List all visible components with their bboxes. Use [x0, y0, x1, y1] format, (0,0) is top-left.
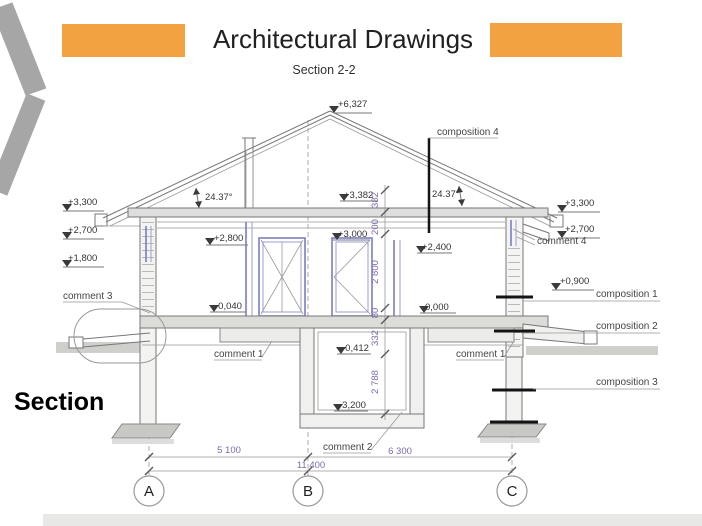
ceiling-slab	[128, 208, 548, 228]
slide-title: Architectural Drawings	[212, 24, 474, 54]
dim-v-382: 382	[370, 192, 381, 208]
elevation-lintel: +2,800	[214, 233, 244, 244]
dim-h-6300: 6 300	[388, 446, 412, 457]
elevation-left-2700: +2,700	[68, 225, 98, 236]
elevation-left-3300: +3,300	[68, 197, 98, 208]
label-comment-1-left: comment 1	[214, 349, 264, 360]
label-comment-2: comment 2	[323, 442, 373, 453]
dim-v-2788: 2 788	[370, 370, 381, 394]
angle-right: 24.37°	[432, 189, 460, 200]
label-comment-3: comment 3	[63, 291, 113, 302]
label-composition-1: composition 1	[596, 289, 658, 300]
elevation-subfloor: -0,412	[342, 343, 369, 354]
dim-h-5100: 5 100	[217, 445, 241, 456]
label-comment-4: comment 4	[537, 236, 587, 247]
elevation-attic: +3,382	[344, 190, 374, 201]
grid-bubble-b: B	[302, 483, 314, 500]
grid-bubble-a: A	[143, 483, 155, 500]
door-double	[259, 238, 305, 316]
slide-subtitle: Section 2-2	[292, 63, 356, 77]
label-comment-1-right: comment 1	[456, 349, 506, 360]
dimension-chain-vertical	[370, 185, 389, 420]
grid-bubbles	[134, 476, 527, 506]
dim-v-2800: 2 800	[370, 260, 381, 284]
elevation-right-2700: +2,700	[565, 224, 595, 235]
elevation-ridge: +6,327	[338, 99, 368, 110]
dim-v-200: 200	[370, 219, 381, 235]
elevation-right-room: +2,400	[422, 242, 452, 253]
elevation-right-3300: +3,300	[565, 198, 595, 209]
elevation-left-1800: +1,800	[68, 253, 98, 264]
door-single	[332, 238, 372, 316]
dim-v-332: 332	[370, 330, 381, 346]
label-composition-3: composition 3	[596, 377, 658, 388]
roof-angles	[193, 186, 465, 208]
elevation-pit: -3,200	[339, 400, 366, 411]
section-word-label: Section	[14, 388, 105, 416]
label-composition-2: composition 2	[596, 321, 658, 332]
angle-left: 24.37°	[205, 192, 233, 203]
elevation-door-head: +3,000	[338, 229, 368, 240]
dim-v-80: 80	[370, 307, 381, 319]
elevation-floor-left: -0,040	[215, 301, 242, 312]
dim-h-11400: 11 400	[296, 460, 326, 471]
label-composition-4: composition 4	[437, 127, 499, 138]
elevation-floor-right: 0,000	[425, 302, 449, 313]
elevation-right-0900: +0,900	[560, 276, 590, 287]
grid-bubble-c: C	[506, 483, 518, 500]
